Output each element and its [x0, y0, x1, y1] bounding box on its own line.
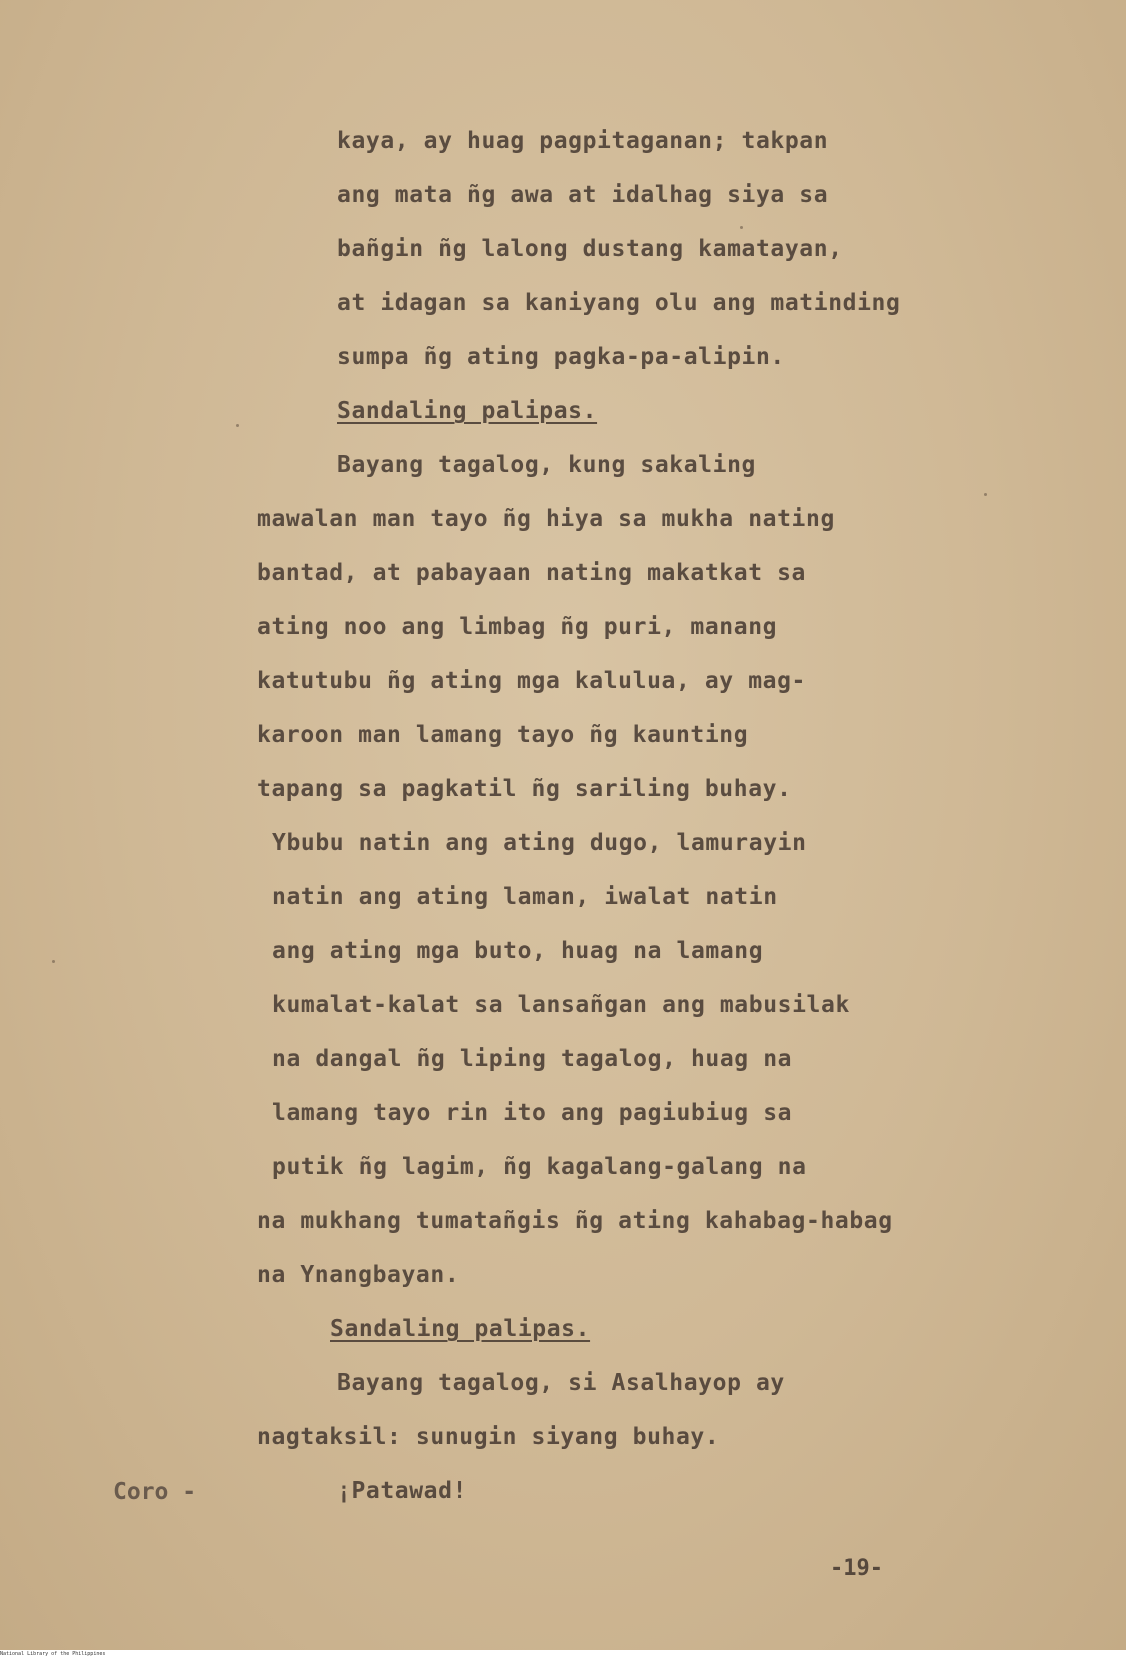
text-line-18: na dangal ñg liping tagalog, huag na — [272, 1046, 793, 1072]
text-line-14: Ybubu natin ang ating dugo, lamurayin — [272, 830, 807, 856]
paper-speck — [52, 960, 55, 963]
text-line-13: tapang sa pagkatil ñg sariling buhay. — [257, 776, 792, 802]
text-line-5: sumpa ñg ating pagka-pa-alipin. — [337, 344, 785, 370]
text-line-16: ang ating mga buto, huag na lamang — [272, 938, 764, 964]
text-line-8: mawalan man tayo ñg hiya sa mukha nating — [257, 506, 835, 532]
footer-strip — [0, 1650, 1126, 1658]
text-line-26: ¡Patawad! — [337, 1478, 468, 1504]
text-line-21: na mukhang tumatañgis ñg ating kahabag-habag — [257, 1208, 893, 1234]
text-line-24: Bayang tagalog, si Asalhayop ay — [337, 1370, 785, 1396]
text-line-2: ang mata ñg awa at idalhag siya sa — [337, 182, 829, 208]
stage-direction-1: Sandaling palipas. — [337, 398, 598, 424]
text-line-19: lamang tayo rin ito ang pagiubiug sa — [272, 1100, 793, 1126]
text-line-7: Bayang tagalog, kung sakaling — [337, 452, 756, 478]
page-number: -19- — [830, 1556, 883, 1581]
text-line-12: karoon man lamang tayo ñg kaunting — [257, 722, 749, 748]
text-line-20: putik ñg lagim, ñg kagalang-galang na — [272, 1154, 807, 1180]
text-line-10: ating noo ang limbag ñg puri, manang — [257, 614, 778, 640]
text-line-17: kumalat-kalat sa lansañgan ang mabusilak — [272, 992, 850, 1018]
footer-credit: National Library of the Philippines — [0, 1651, 106, 1657]
text-line-11: katutubu ñg ating mga kalulua, ay mag- — [257, 668, 806, 694]
text-line-9: bantad, at pabayaan nating makatkat sa — [257, 560, 806, 586]
text-line-25: nagtaksil: sunugin siyang buhay. — [257, 1424, 720, 1450]
paper-speck — [984, 493, 987, 496]
speaker-label: Coro - — [113, 1479, 197, 1505]
text-line-4: at idagan sa kaniyang olu ang matinding — [337, 290, 901, 316]
text-line-15: natin ang ating laman, iwalat natin — [272, 884, 778, 910]
stage-direction-2: Sandaling palipas. — [330, 1316, 591, 1342]
text-line-3: bañgin ñg lalong dustang kamatayan, — [337, 236, 843, 262]
paper-speck — [236, 424, 239, 427]
text-line-1: kaya, ay huag pagpitaganan; takpan — [337, 128, 829, 154]
paper-speck — [740, 226, 743, 229]
text-line-22: na Ynangbayan. — [257, 1262, 460, 1288]
